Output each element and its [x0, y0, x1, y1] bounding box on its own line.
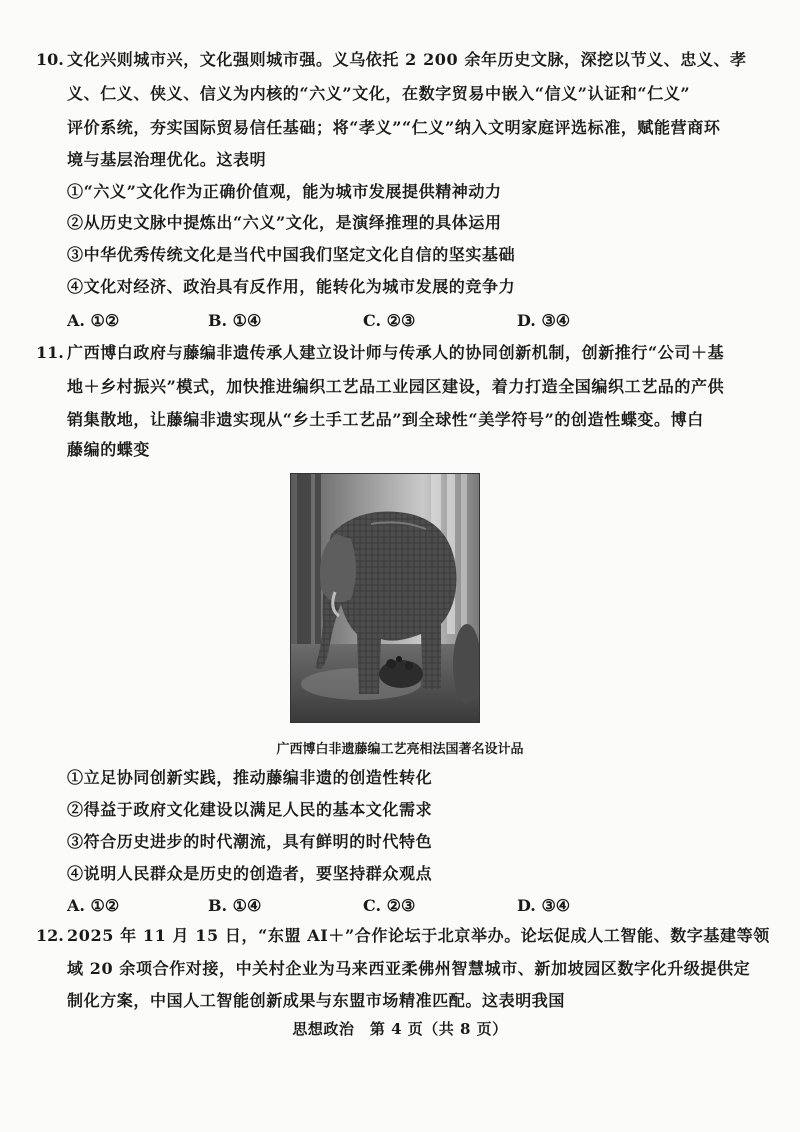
question-11-line-1: 广西博白政府与藤编非遗传承人建立设计师与传承人的协同创新机制，创新推行“公司＋基: [67, 343, 725, 362]
question-11-statement-2: ②得益于政府文化建设以满足人民的基本文化需求: [67, 800, 433, 819]
question-11-option-b: B. ①④: [208, 896, 262, 915]
question-11-statement-4: ④说明人民群众是历史的创造者，要坚持群众观点: [67, 864, 433, 883]
question-10-statement-1: ①“六义”文化作为正确价值观，能为城市发展提供精神动力: [67, 182, 502, 201]
question-11-statement-3: ③符合历史进步的时代潮流，具有鲜明的时代特色: [67, 832, 433, 851]
question-10-line-1: 文化兴则城市兴，文化强则城市强。义乌依托 2 200 余年历史文脉，深挖以节义、忠义、孝: [67, 50, 747, 69]
question-10-option-c: C. ②③: [363, 311, 416, 330]
elephant-illustration: [291, 474, 479, 722]
question-12-number: 12.: [36, 926, 64, 945]
question-12-line-3: 制化方案，中国人工智能创新成果与东盟市场精准匹配。这表明我国: [67, 991, 566, 1010]
question-10-statement-4: ④文化对经济、政治具有反作用，能转化为城市发展的竞争力: [67, 277, 516, 296]
page-footer: 思想政治 第 4 页（共 8 页）: [292, 1020, 508, 1038]
question-12-line-2: 域 20 余项合作对接，中关村企业为马来西亚柔佛州智慧城市、新加坡园区数字化升级提供定: [67, 959, 751, 978]
question-10-line-4: 境与基层治理优化。这表明: [67, 150, 267, 169]
question-11-line-4: 藤编的蝶变: [67, 440, 151, 459]
question-10-statement-3: ③中华优秀传统文化是当代中国我们坚定文化自信的坚实基础: [67, 245, 516, 264]
question-11-option-c: C. ②③: [363, 896, 416, 915]
question-10-line-3: 评价系统，夯实国际贸易信任基础；将“孝义”“仁义”纳入文明家庭评选标准，赋能营商环: [67, 118, 721, 137]
image-caption: 广西博白非遗藤编工艺亮相法国著名设计品: [276, 742, 524, 757]
question-10-number: 10.: [36, 50, 64, 69]
question-11-line-3: 销集散地，让藤编非遗实现从“乡土手工艺品”到全球性“美学符号”的创造性蝶变。博白: [67, 410, 704, 429]
question-10-option-a: A. ①②: [67, 311, 120, 330]
question-10-option-b: B. ①④: [208, 311, 262, 330]
question-11-line-2: 地＋乡村振兴”模式，加快推进编织工艺品工业园区建设，着力打造全国编织工艺品的产供: [67, 377, 725, 396]
question-11-option-d: D. ③④: [517, 896, 571, 915]
question-10-statement-2: ②从历史文脉中提炼出“六义”文化，是演绎推理的具体运用: [67, 213, 502, 232]
question-11-number: 11.: [36, 343, 64, 362]
question-11-statement-1: ①立足协同创新实践，推动藤编非遗的创造性转化: [67, 768, 433, 787]
rattan-elephant-photo: [290, 473, 480, 723]
question-10-option-d: D. ③④: [517, 311, 571, 330]
question-12-line-1: 2025 年 11 月 15 日，“东盟 AI＋”合作论坛于北京举办。论坛促成人工智能、数字基建等领: [67, 926, 770, 945]
question-11-option-a: A. ①②: [67, 896, 120, 915]
question-10-line-2: 义、仁义、侠义、信义为内核的“六义”文化，在数字贸易中嵌入“信义”认证和“仁义”: [67, 84, 691, 103]
